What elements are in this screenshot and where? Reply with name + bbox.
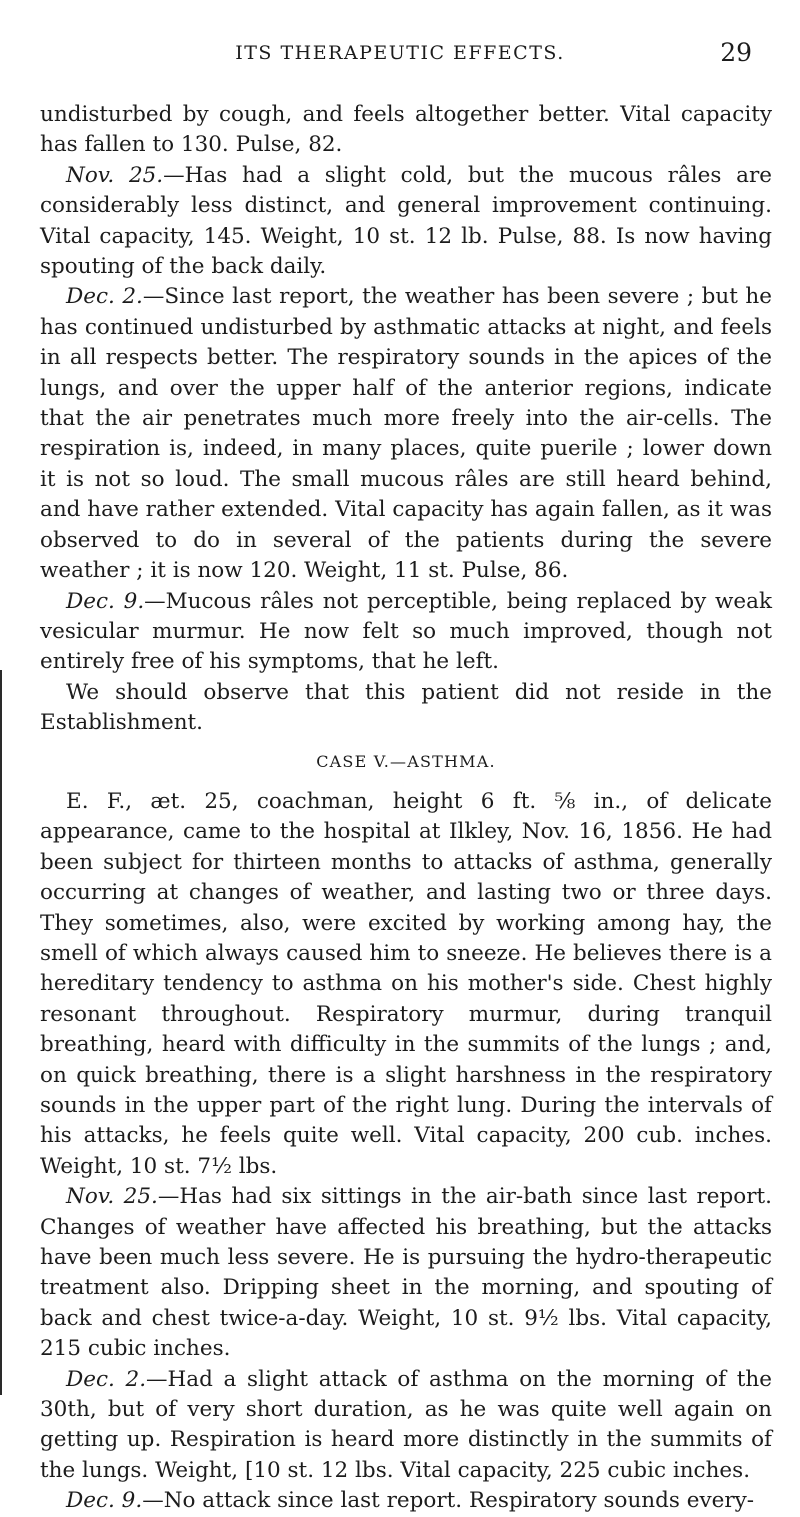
paragraph-text: undisturbed by cough, and feels altogether better. Vital capacity has fallen to 130. Pulse, 82.	[40, 102, 772, 158]
paragraph-text: —Mucous râles not perceptible, being replaced by weak vesicular murmur. He now felt so much improved, though not entirely free of his symptoms, that he left.	[40, 588, 772, 675]
page-edge-shadow	[0, 670, 2, 1395]
paragraph-text: —Has had a slight cold, but the mucous râles are considerably less distinct, and general improvement continuing. Vital capacity, 145. Weight, 10 st. 12 lb. Pulse, 88. Is now having spouting of the back daily.	[40, 162, 772, 280]
paragraph-text: We should observe that this patient did not reside in the Establishment.	[40, 679, 772, 736]
paragraph-text: E. F., æt. 25, coachman, height 6 ft. ⅝ in., of delicate appearance, came to the hospital at Ilkley, Nov. 16, 1856. He had been subject for thirteen months to attacks of asthma, generally occurring at changes of weather, and lasting two or three days. They sometimes, also, were excited by working among hay, the smell of which always caused him to sneeze. He believes there is a hereditary tendency to asthma on his mother's side. Chest highly resonant throughout. Respiratory murmur, during tranquil breathing, heard with difficulty in the summits of the lungs ; and, on quick breathing, there is a slight harshness in the respiratory sounds in the upper part of the right lung. During the intervals of his attacks, he feels quite well. Vital capacity, 200 cub. inches. Weight, 10 st. 7½ lbs.	[40, 788, 772, 1179]
case-heading: CASE V.—ASTHMA.	[316, 751, 496, 771]
entry-date: Dec. 2.	[66, 1366, 147, 1392]
paragraph-text: —Since last report, the weather has been severe ; but he has continued undisturbed by asthmatic attacks at night, and feels in all respects better. The respiratory sounds in the apices of the lungs, and over the upper half of the anterior regions, indicate that the air penetrates much more freely into the air-cells. The respiration is, indeed, in many places, quite puerile ; lower down it is not so loud. The small mucous râles are still heard behind, and have rather extended. Vital capacity has again fallen, as it was observed to do in several of the patients during the severe weather ; it is now 120. Weight, 11 st. Pulse, 86.	[40, 284, 773, 584]
paragraph-text: —Had a slight attack of asthma on the morning of the 30th, but of very short duration, as he was quite well again on getting up. Respiration is heard more distinctly in the summits of the lungs. Weight, [10 st. 12 lbs. Vital capacity, 225 cubic inches.	[40, 1366, 772, 1483]
page-header	[40, 38, 760, 82]
paragraph	[40, 282, 772, 586]
entry-date: Dec. 2.	[66, 284, 143, 310]
paragraph	[40, 587, 772, 678]
entry-date: Dec. 9.	[66, 1488, 143, 1514]
paragraph	[40, 1365, 772, 1487]
paragraph	[40, 161, 772, 283]
paragraph	[40, 100, 772, 161]
entry-date: Nov. 25.	[66, 1184, 158, 1210]
page-number: 29	[720, 38, 752, 67]
paragraph	[40, 678, 772, 739]
body-text	[40, 100, 772, 1517]
running-head: ITS THERAPEUTIC EFFECTS.	[235, 42, 565, 64]
paragraph-text: —No attack since last report. Respiratory sounds every-	[142, 1488, 755, 1514]
entry-date: Dec. 9.	[66, 588, 145, 614]
paragraph	[40, 1182, 772, 1364]
entry-date: Nov. 25.	[66, 162, 164, 188]
paragraph-text: —Has had six sittings in the air-bath since last report. Changes of weather have affected his breathing, but the attacks have been much less severe. He is pursuing the hydro-therapeutic treatment also. Dripping sheet in the morning, and spouting of back and chest twice-a-day. Weight, 10 st. 9½ lbs. Vital capacity, 215 cubic inches.	[40, 1184, 772, 1362]
paragraph	[40, 1486, 772, 1516]
paragraph	[40, 787, 772, 1182]
